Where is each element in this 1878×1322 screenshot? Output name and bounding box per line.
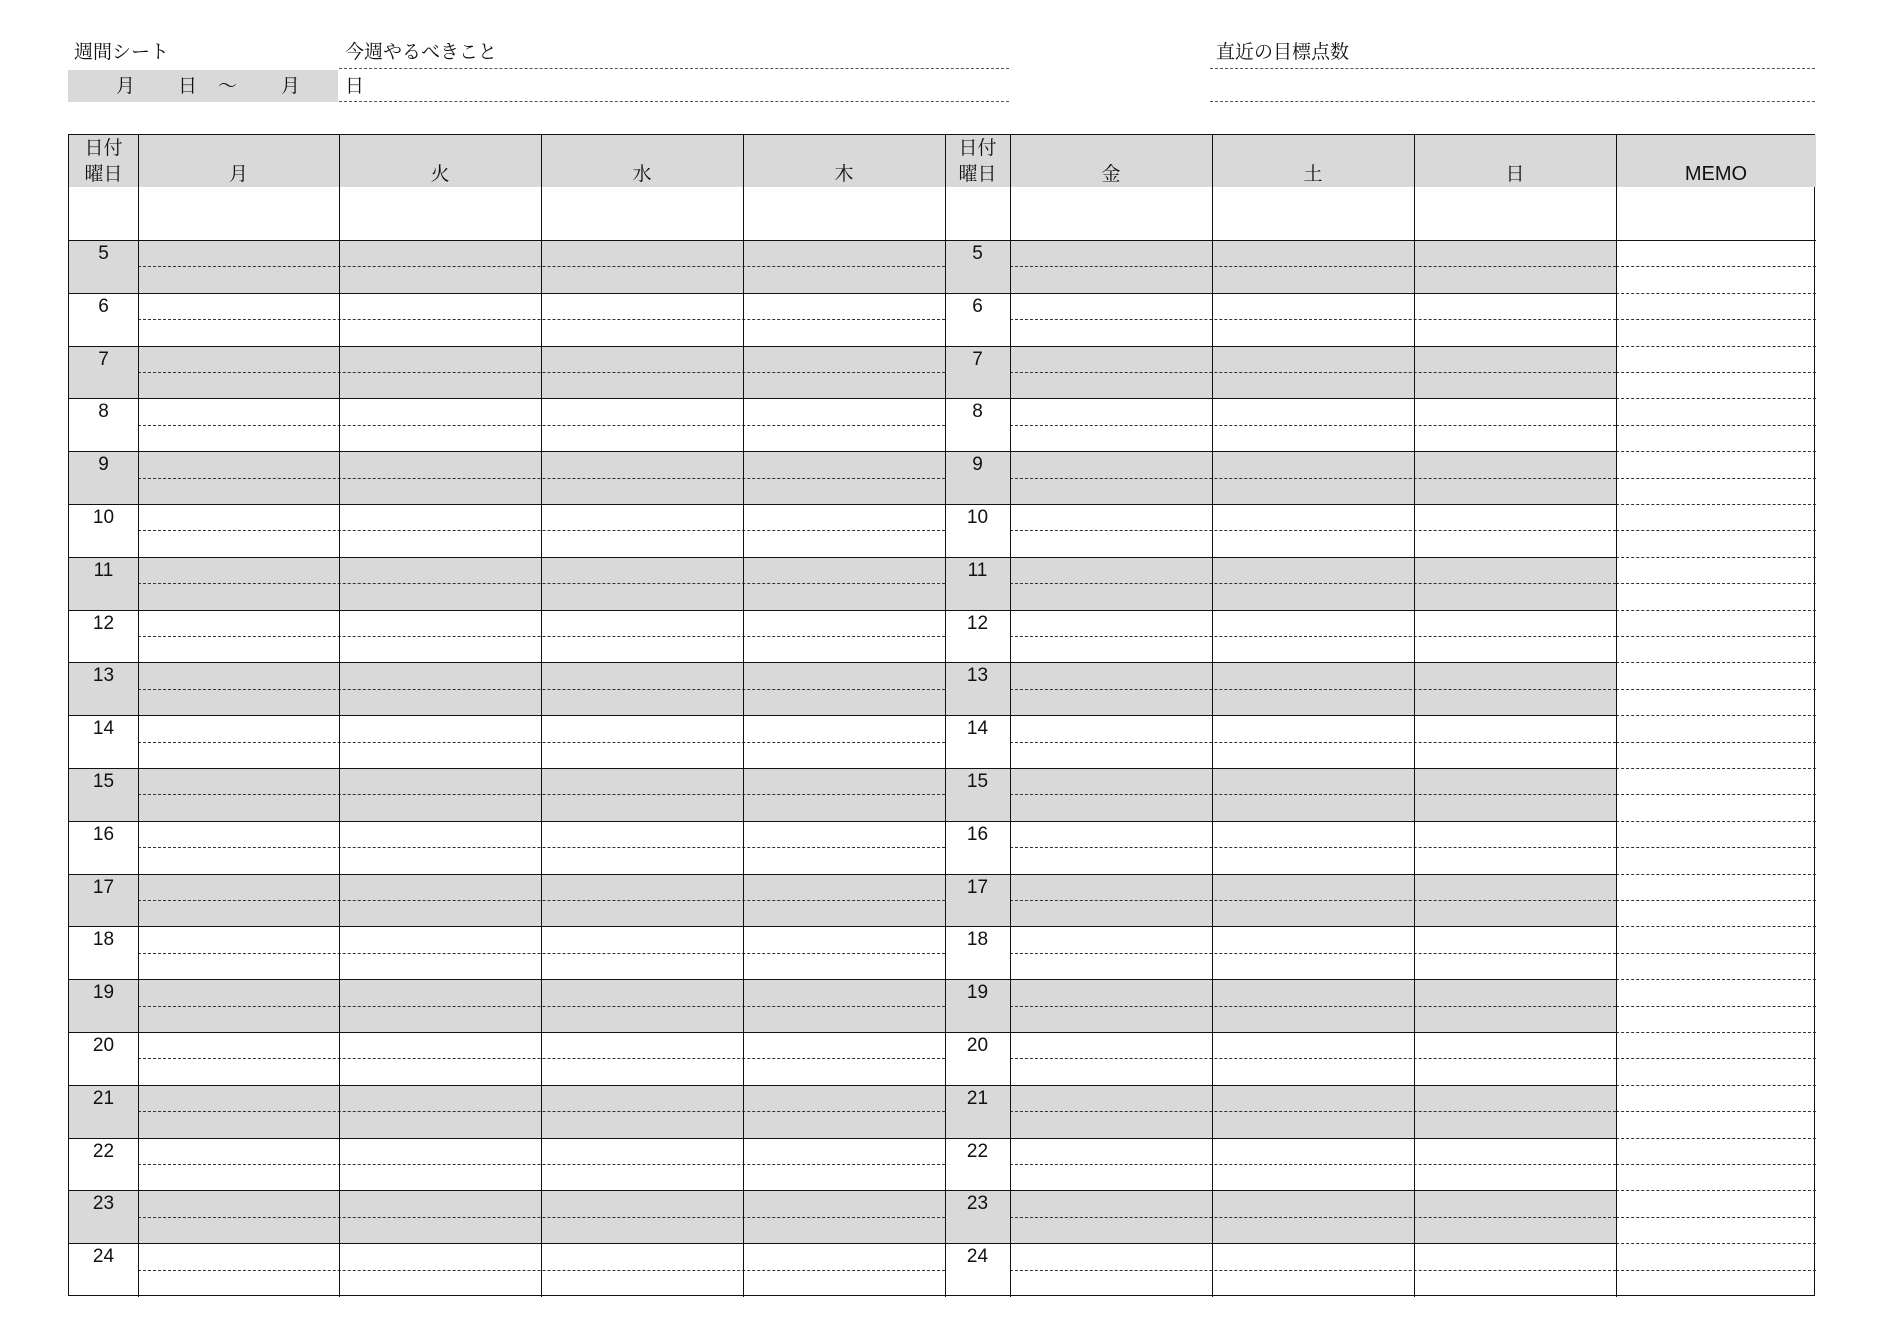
weekday-label-right: 曜日 [958,163,997,185]
hour-label-right: 16 [966,823,989,845]
hour-label-right: 24 [966,1246,989,1268]
range-month-start: 月 [116,75,136,97]
hour-divider [69,768,1616,769]
range-day-end: 日 [345,75,365,97]
todo-line-1[interactable] [339,68,1009,69]
date-cell[interactable] [1212,135,1414,162]
column-divider [1616,135,1617,1297]
date-cell[interactable] [339,135,541,162]
half-hour-line-right [1010,319,1616,320]
hour-divider [69,979,1616,980]
half-hour-line-right [1010,689,1616,690]
hour-label-left: 12 [92,612,115,634]
range-tilde: 〜 [218,75,238,97]
column-divider [945,135,946,1297]
half-hour-line-right [1010,847,1616,848]
hour-label-right: 6 [972,295,983,317]
hour-label-right: 19 [966,982,989,1004]
todo-label: 今週やるべきこと [345,41,498,63]
date-label-left: 日付 [84,137,123,159]
hour-label-left: 20 [92,1035,115,1056]
hour-divider [69,398,1616,399]
hour-label-right: 18 [966,929,989,951]
hour-label-left: 10 [92,507,115,528]
hour-divider [69,293,1616,294]
column-divider [1212,135,1213,1297]
header-bottom-line [69,187,1816,188]
half-hour-line-right [1010,900,1616,901]
weekly-schedule-table [68,134,1815,1296]
hour-label-right: 11 [967,559,988,581]
day-top-cell[interactable] [1212,187,1414,240]
hour-label-left: 23 [92,1193,115,1215]
sheet-title: 週間シート [74,41,170,63]
day-header-4: 木 [834,163,854,185]
memo-header: MEMO [1684,163,1748,185]
hour-divider [69,1085,1616,1086]
half-hour-line-right [1010,583,1616,584]
half-hour-line-right [1010,425,1616,426]
half-hour-line-right [1010,794,1616,795]
range-day-start: 日 [178,75,198,97]
hour-label-right: 12 [966,612,989,634]
hour-label-right: 13 [966,665,989,687]
hour-label-left: 6 [98,295,109,317]
day-header-3: 水 [632,163,652,185]
range-month-end: 月 [281,75,301,97]
half-hour-line-right [1010,530,1616,531]
hour-label-left: 13 [92,665,115,687]
half-hour-line-right [1010,266,1616,267]
target-score-line-2[interactable] [1210,101,1815,102]
hour-label-right: 22 [966,1140,989,1162]
hour-label-right: 9 [972,454,983,476]
weekday-label-left: 曜日 [84,163,123,185]
hour-divider [69,557,1616,558]
day-top-cell[interactable] [541,187,743,240]
day-top-cell[interactable] [1616,187,1816,240]
hour-label-right: 20 [966,1035,989,1056]
hour-label-left: 8 [98,401,109,423]
hour-label-left: 9 [98,454,109,476]
column-divider [138,135,139,1297]
date-cell[interactable] [138,135,339,162]
day-header-6: 土 [1303,163,1323,185]
date-cell[interactable] [743,135,945,162]
hour-label-right: 17 [966,876,989,898]
day-top-cell[interactable] [1010,187,1212,240]
day-header-2: 火 [430,163,450,185]
hour-label-left: 16 [92,823,115,845]
hour-label-left: 24 [92,1246,115,1268]
hour-divider [69,874,1616,875]
hour-label-right: 14 [966,718,989,740]
target-score-line-1[interactable] [1210,68,1815,69]
date-cell[interactable] [1010,135,1212,162]
hour-divider [69,504,1616,505]
hour-label-right: 10 [966,507,989,528]
hour-label-left: 19 [92,982,115,1004]
hour-divider [69,451,1616,452]
hour-divider [69,715,1616,716]
hour-divider [69,926,1616,927]
column-divider [339,135,340,1297]
half-hour-line-right [1010,1058,1616,1059]
memo-area[interactable] [1616,240,1816,1297]
hour-divider [69,1190,1616,1191]
half-hour-line-right [1010,1217,1616,1218]
day-top-cell[interactable] [138,187,339,240]
hour-label-left: 11 [93,559,114,581]
hour-divider [69,610,1616,611]
todo-line-2[interactable] [339,101,1009,102]
hour-divider [69,346,1616,347]
date-label-right: 日付 [958,137,997,159]
hour-label-left: 5 [98,243,109,264]
hour-divider [69,662,1616,663]
hour-label-right: 21 [966,1087,989,1109]
hour-label-right: 8 [972,401,983,423]
half-hour-line-right [1010,1164,1616,1165]
first-row-line [69,240,1816,241]
half-hour-line-right [1010,742,1616,743]
half-hour-line-right [1010,953,1616,954]
hour-label-right: 23 [966,1193,989,1215]
day-header-7: 日 [1505,163,1525,185]
half-hour-line-right [1010,372,1616,373]
header-mid-line [69,162,1816,163]
hour-divider [69,1032,1616,1033]
column-divider [1010,135,1011,1297]
column-divider [541,135,542,1297]
hour-label-left: 17 [92,876,115,898]
target-score-label: 直近の目標点数 [1216,41,1350,63]
hour-label-right: 5 [972,243,983,264]
half-hour-line-right [1010,478,1616,479]
half-hour-line-right [1010,636,1616,637]
day-top-cell[interactable] [339,187,541,240]
day-header-1: 月 [228,163,248,185]
hour-divider [69,1243,1616,1244]
hour-label-right: 7 [972,348,983,370]
column-divider [1414,135,1415,1297]
day-header-5: 金 [1101,163,1121,185]
column-divider [743,135,744,1297]
hour-label-left: 15 [92,771,115,792]
half-hour-line-right [1010,1111,1616,1112]
hour-divider [69,1138,1616,1139]
date-cell[interactable] [541,135,743,162]
hour-label-left: 18 [92,929,115,951]
half-hour-line-right [1010,1006,1616,1007]
hour-divider [69,821,1616,822]
hour-label-right: 15 [966,771,989,792]
half-hour-line-right [1010,1270,1616,1271]
date-cell[interactable] [1616,135,1816,162]
hour-label-left: 14 [92,718,115,740]
hour-label-left: 21 [92,1087,115,1109]
date-cell[interactable] [1414,135,1616,162]
hour-label-left: 7 [98,348,109,370]
hour-label-left: 22 [92,1140,115,1162]
day-top-cell[interactable] [743,187,945,240]
day-top-cell[interactable] [1414,187,1616,240]
